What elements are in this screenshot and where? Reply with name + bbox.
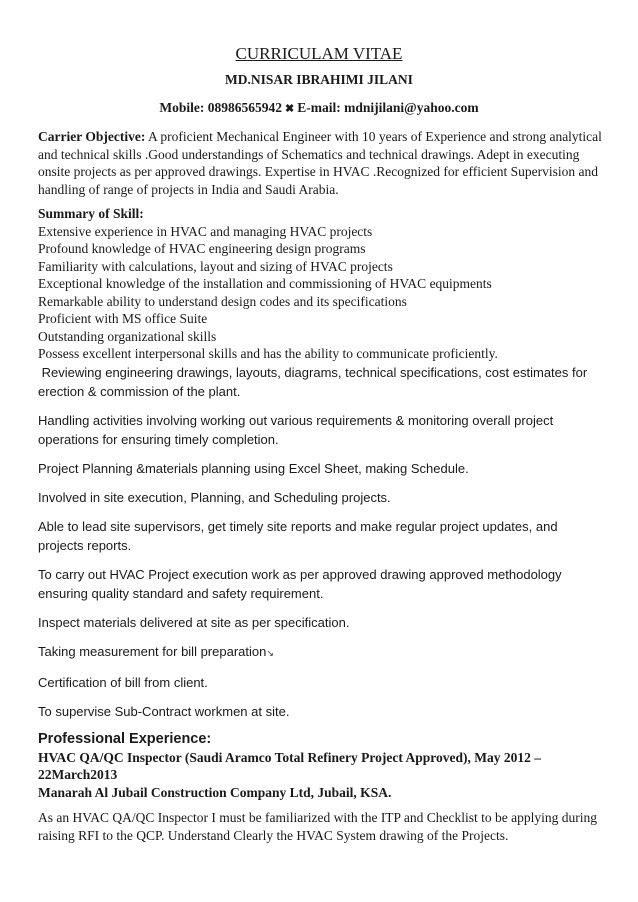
responsibility-paragraph: To supervise Sub-Contract workmen at site. <box>38 703 290 719</box>
responsibility-paragraph: Inspect materials delivered at site as per specification. <box>38 614 350 630</box>
responsibility-paragraph: Project Planning &materials planning using Excel Sheet, making Schedule. <box>38 460 469 476</box>
responsibility-paragraph: To carry out HVAC Project execution work as per approved drawing approved methodology ensuring quality standard and safety requirement. <box>38 566 562 601</box>
responsibility-paragraph: Reviewing engineering drawings, layouts, diagrams, technical specifications, cost estimates for erection & commission of the plant. <box>38 364 591 399</box>
experience-heading: Professional Experience: <box>38 730 212 747</box>
job-title: HVAC QA/QC Inspector (Saudi Aramco Total Refinery Project Approved), May 2012 – 22March2013 <box>38 749 541 782</box>
skill-item: Profound knowledge of HVAC engineering design programs <box>38 241 366 256</box>
responsibility-text: Taking measurement for bill preparation <box>38 643 267 659</box>
skill-item: Proficient with MS office Suite <box>38 311 208 326</box>
cross-mark-icon: ✖ <box>285 103 295 115</box>
stray-mark-icon: ↘ <box>266 647 274 658</box>
responsibility-paragraph: Involved in site execution, Planning, and Scheduling projects. <box>38 489 391 505</box>
responsibility-paragraph: Certification of bill from client. <box>38 674 208 690</box>
mobile-number: Mobile: 08986565942 <box>159 100 283 115</box>
skill-item: Possess excellent interpersonal skills and has the ability to communicate proficiently. <box>38 346 498 361</box>
candidate-name: MD.NISAR IBRAHIMI JILANI <box>225 72 413 87</box>
skill-item: Familiarity with calculations, layout and sizing of HVAC projects <box>38 258 393 274</box>
job-description: As an HVAC QA/QC Inspector I must be familiarized with the ITP and Checklist to be applying during raising RFI to the QCP. Understand Clearly the HVAC System drawing of the Projects. <box>38 810 598 843</box>
company-name: Manarah Al Jubail Construction Company Ltd, Jubail, KSA. <box>38 784 392 800</box>
document-title: CURRICULAM VITAE <box>235 44 403 63</box>
resume-body <box>38 128 603 844</box>
skill-item: Outstanding organizational skills <box>38 328 217 344</box>
responsibility-paragraph: Handling activities involving working out various requirements & monitoring overall project operations for ensuring timely completion. <box>38 412 554 447</box>
skill-item: Remarkable ability to understand design codes and its specifications <box>38 293 407 309</box>
skills-heading: Summary of Skill: <box>38 206 144 221</box>
career-objective <box>38 128 603 198</box>
objective-label: Carrier Objective: <box>38 129 146 144</box>
skill-item: Exceptional knowledge of the installation and commissioning of HVAC equipments <box>38 276 492 291</box>
responsibility-paragraph <box>38 642 603 663</box>
skill-item: Extensive experience in HVAC and managing HVAC projects <box>38 223 373 239</box>
responsibility-paragraph: Able to lead site supervisors, get timely site reports and make regular project updates, and projects reports. <box>38 518 558 553</box>
contact-line <box>0 100 638 116</box>
objective-text: A proficient Mechanical Engineer with 10 years of Experience and strong analytical and technical skills .Good understandings of Schematics and technical drawings. Adept in executing onsite projects as per approved drawings. Expertise in HVAC .Recognized for efficient Supervision and handling of range of projects in India and Saudi Arabia. <box>38 129 602 197</box>
email-address: E-mail: mdnijilani@yahoo.com <box>297 100 479 115</box>
